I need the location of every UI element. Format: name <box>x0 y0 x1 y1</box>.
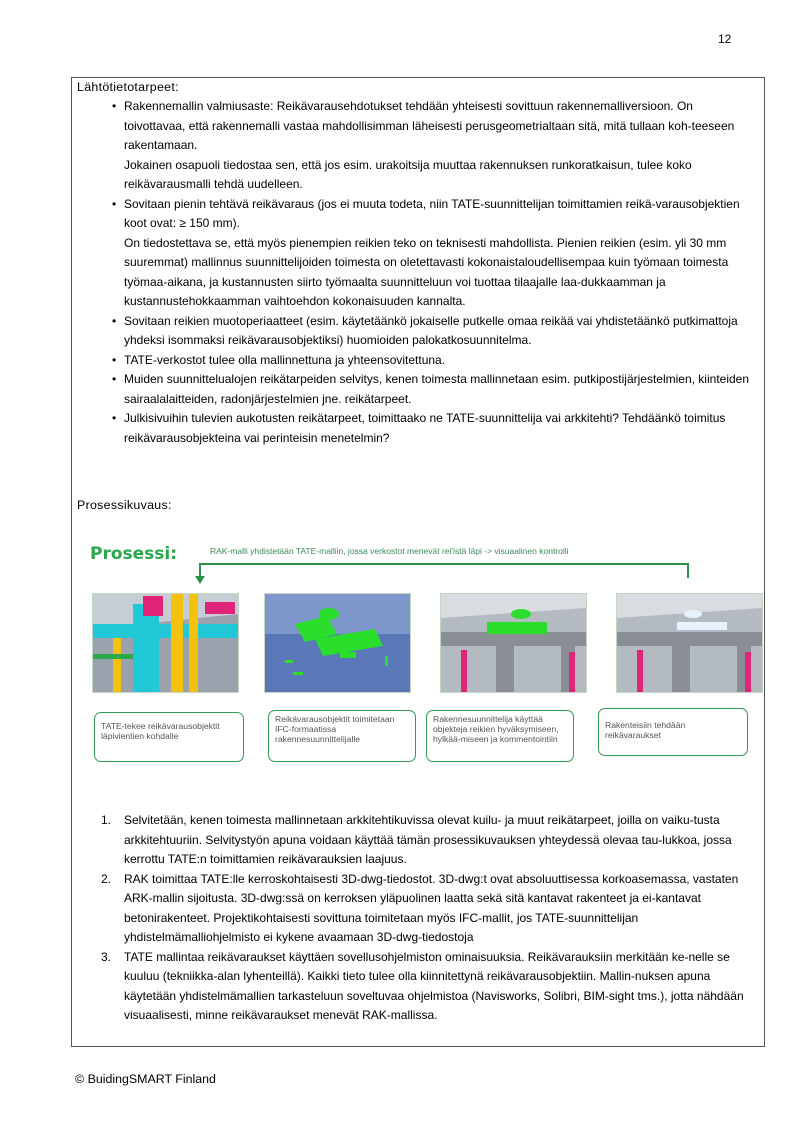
page-number: 12 <box>718 32 732 46</box>
process-step: 3. TATE mallintaa reikävaraukset käyttäen sovellusohjelmiston ominaisuuksia. Reikävarauksiin merkitään ke-nelle se kuuluu (tekniikka-alan lyhenteillä). Kaikki tieto tulee olla kiinnitettynä reikävarausobjektiin. Mallin-nuksen apuna käytetään yhdistelmämallien tarkasteluun soveltuvaa ohjelmistoa (Navisworks, Solibri, BIM-sight tms.), jotta nähdään visuaalisesti, minne reikävaraukset menevät RAK-mallissa. <box>101 949 744 1022</box>
requirement-item: • Muiden suunnittelualojen reikätarpeiden selvitys, kenen toimesta mallinnetaan esim. putkipostijärjestelmien, kiinteiden sairaalalaitteiden, radonjärjestelmien jne. reikätarpeet. <box>72 370 762 409</box>
panel-hole-objects <box>264 593 411 693</box>
caption-step-1: TATE-tekee reikävarausobjektit läpivientien kohdalle <box>94 712 244 762</box>
panel-structural-review <box>440 593 587 693</box>
requirement-item: • Rakennemallin valmiusaste: Reikävarausehdotukset tehdään yhteisesti sovittuun rakennemalliversioon. On toivottavaa, että rakennemalli vastaa mahdollisimman läheisesti perusgeometrialtaan sitä, mitä tullaan koh-teeseen rakentamaan. Jokainen osapuoli tiedostaa sen, että jos esim. urakoitsija muuttaa rakennuksen runkoratkaisun, tulee koko reikävarausmalli tehdä uudelleen. <box>72 97 762 195</box>
caption-step-4: Rakenteisiin tehdään reikävaraukset <box>598 708 748 756</box>
process-step: 1. Selvitetään, kenen toimesta mallinnetaan arkkitehtikuvissa olevat kuilu- ja muut reikätarpeet, joilla on vaiku-tusta arkkitehtuuriin. Selvitystyön apuna voidaan käyttää tämän prosessikuvauksen yhteydessä olevaa tau-lukkoa, jossa kerrottu TATE:n toimittamien reikävarauksien laajuus. <box>101 813 732 866</box>
process-steps <box>72 811 762 1026</box>
figure-heading: Prosessi: <box>90 544 178 564</box>
requirement-item: • Sovitaan pienin tehtävä reikävaraus (jos ei muuta todeta, niin TATE-suunnittelijan toimittamien reikä-varausobjektien koot ovat: ≥ 150 mm). On tiedostettava se, että myös pienempien reikien teko on teknisesti mahdollista. Pienien reikien (esim. yli 30 mm suuremmat) mallinnus suunnittelijoiden toimesta on oletettavasti kokonaistaloudellisempaa kuin työmaan toimesta työmaa-aikana, ja kustannusten siirto työmaalta suunnitteluun voi tuottaa tilaajalle laa-dukkaamman ja kustannustehokkaamman vaihtoehdon kokonaisuuden kannalta. <box>72 195 762 312</box>
requirement-item: • TATE-verkostot tulee olla mallinnettuna ja yhteensovitettuna. <box>72 351 762 371</box>
caption-step-3: Rakennesuunnittelija käyttää objekteja reikien hyväksymiseen, hylkää-miseen ja kommentointiin <box>426 710 574 762</box>
figure-arrow-text: RAK-malli yhdistetään TATE-malliin, jossa verkostot menevät rei'istä läpi -> visuaalinen kontrolli <box>210 546 569 556</box>
requirement-item: • Sovitaan reikien muotoperiaatteet (esim. käytetäänkö jokaiselle putkelle omaa reikää vai yhdistetäänkö putkimattoja yhdeksi isommaksi reikävarausobjektiksi) huomioiden palokatkosuunnitelma. <box>72 312 762 351</box>
requirement-item: • Julkisivuihin tulevien aukotusten reikätarpeet, toimittaako ne TATE-suunnittelija vai arkkitehti? Tehdäänkö toimitus reikävarausobjekteina vai perinteisin menetelmin? <box>72 409 762 448</box>
process-figure <box>88 538 748 768</box>
caption-step-2: Reikävarausobjektit toimitetaan IFC-formaatissa rakennesuunnittelijalle <box>268 710 416 762</box>
process-step: 2. RAK toimittaa TATE:lle kerroskohtaisesti 3D-dwg-tiedostot. 3D-dwg:t ovat absoluuttisessa korkoasemassa, vastaten ARK-mallin sijoitusta. 3D-dwg:ssä on kerroksen yläpuolinen laatta sekä sitä kantavat rakenteet ja ei-kantavat betonirakenteet. Projektikohtaisesti sovittuna toimitetaan myös IFC-mallit, jos TATE-suunnittelijan yhdistelmämalliohjelmisto ei kykene avaamaan 3D-dwg-tiedostoja <box>101 871 739 944</box>
content-frame <box>71 77 765 1047</box>
panel-structural-holes <box>616 593 763 693</box>
footer-copyright: © BuidingSMART Finland <box>75 1072 216 1086</box>
process-title: Prosessikuvaus: <box>77 498 172 512</box>
requirements-title: Lähtötietotarpeet: <box>77 80 179 94</box>
requirements-list <box>72 97 762 448</box>
panel-tate-model <box>92 593 239 693</box>
